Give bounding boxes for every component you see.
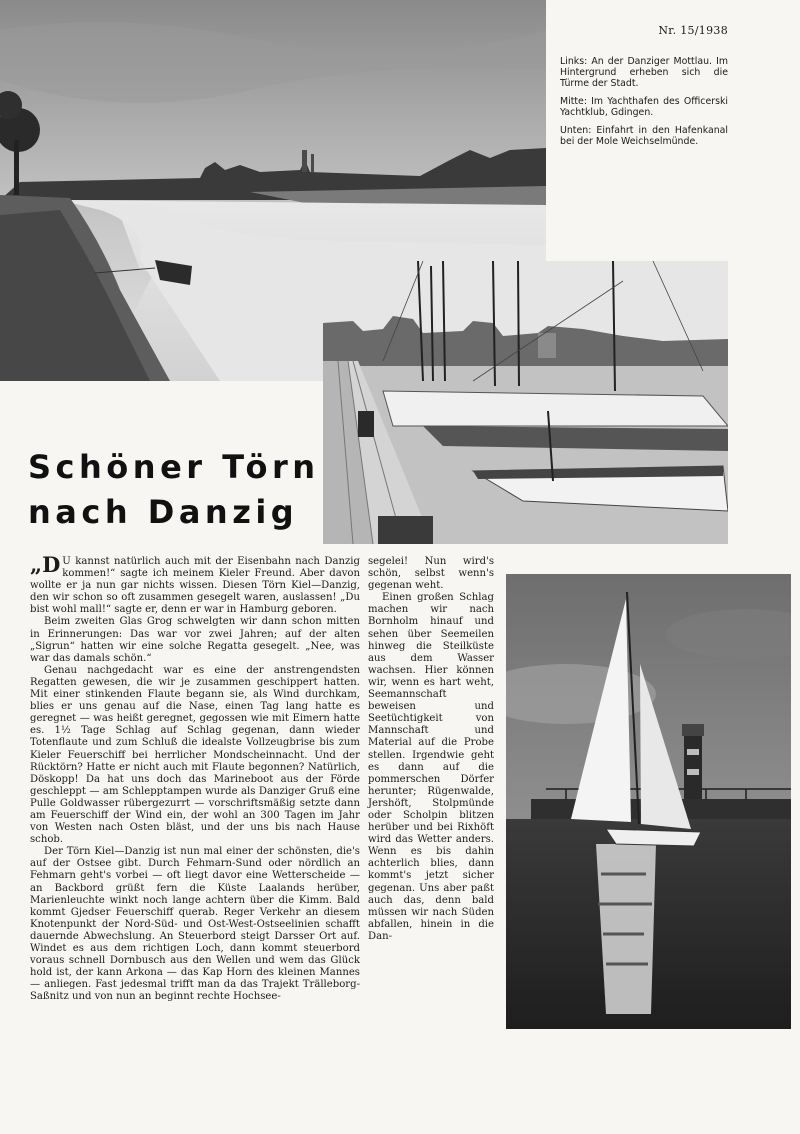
- drop-cap: „D: [30, 552, 61, 577]
- paragraph: Der Törn Kiel—Danzig ist nun mal einer der schönsten, die's auf der Ostsee gibt. Durch Fehmarn-Sund oder nördlich an Fehmarn geht's vorbei — oft liegt davor eine Wetterscheide — an Backbord grüßt fern die Küste Laalands herüber, Marienleuchte winkt noch lange achtern über die Kimm. Bald kommt Gjedser Feuerschiff querab. Reger Verkehr an diesem Knotenpunkt der Nord-Süd- und Ost-West-Ostseelinien schafft dauernde Abwechslung. An Steuerbord steigt Darsser Ort auf. Windet es aus dem richtigen Loch, dann kommt steuerbord voraus schnell Dornbusch aus den Wellen und wem das Glück hold ist, der kann Arkona — das Kap Horn des kleinen Mannes — anliegen. Fast jedesmal trifft man da das Trajekt Trälleborg-Saßnitz und von nun an beginnt rechte Hochsee-: [30, 846, 360, 1003]
- article-title: [28, 445, 318, 535]
- article-column-1: [30, 552, 360, 1003]
- photo-yacht-harbour-gdingen: [323, 261, 728, 544]
- title-line-2: nach Danzig: [28, 493, 299, 531]
- paragraph: Einen großen Schlag machen wir nach Bornholm hinauf und sehen über Seemeilen hinweg die Steilküste aus dem Wasser wachsen. Hier können wir, wenn es hart weht, Seemannschaft beweisen und Seetüchtigkeit von Mannschaft und Material auf die Probe stellen. Irgendwie geht es dann auf die pommerschen Dörfer herunter; Rügenwalde, Jershöft, Stolpmünde oder Scholpin blitzen herüber und bei Rixhöft wird das Wetter anders. Wenn es bis dahin achterlich blies, dann kommt's jetzt sicher gegenan. Uns aber paßt auch das, denn bald müssen wir nach Süden abfallen, hinein in die Dan-: [368, 592, 494, 942]
- paragraph: „D U kannst natürlich auch mit der Eisenbahn nach Danzig kommen!“ sagte ich meinem Kieler Freund. Aber davon wollte er ja nun gar nichts wissen. Diesen Törn Kiel—Danzig, den wir schon so oft zusammen gesegelt waren, auslassen! „Du bist wohl mall!“ sagte er, denn er war in Hamburg geboren.: [30, 552, 360, 616]
- caption-middle: Mitte: Im Yachthafen des Officerski Yachtklub, Gdingen.: [560, 96, 728, 118]
- article-column-2: [368, 556, 494, 943]
- caption-bottom: Unten: Einfahrt in den Hafenkanal bei der Mole Weichselmünde.: [560, 125, 728, 147]
- paragraph: Genau nachgedacht war es eine der anstrengendsten Regatten gewesen, die wir je zusammen geschippert hatten. Mit einer stinkenden Flaute begann sie, als Wind durchkam, blies er uns genau auf die Nase, einen Tag lang hatte es geregnet — was heißt geregnet, gegossen wie mit Eimern hatte es. 1½ Tage Schlag auf Schlag gegenan, dann wieder Totenflaute und zum Schluß die idealste Vollzeugbrise bis zum Kieler Feuerschiff bei herrlicher Mondscheinnacht. Und der Rücktörn? Hatte er nicht auch mit Flaute begonnen? Natürlich, Döskopp! Da hat uns doch das Marineboot aus der Förde geschleppt — am Schlepptampen wurde als Danziger Gruß eine Pulle Goldwasser rübergezurrt — vorschriftsmäßig setzte dann am Feuerschiff der Wind ein, der wohl an 300 Tagen im Jahr von Westen nach Osten bläst, und der uns bis nach Hause schob.: [30, 664, 360, 846]
- photo-captions: [560, 56, 728, 154]
- paragraph: Beim zweiten Glas Grog schwelgten wir dann schon mitten in Erinnerungen: Das war vor zwei Jahren; auf der alten „Sigrun“ hatten wir eine solche Regatta gesegelt. „Nee, was war das damals schön.“: [30, 616, 360, 664]
- issue-number: Nr. 15/1938: [658, 24, 728, 37]
- paragraph: segelei! Nun wird's schön, selbst wenn's gegenan weht.: [368, 556, 494, 592]
- photo-sailboat-weichselmuende: [506, 574, 791, 1029]
- title-line-1: Schöner Törn: [28, 448, 320, 486]
- caption-left: Links: An der Danziger Mottlau. Im Hintergrund erheben sich die Türme der Stadt.: [560, 56, 728, 89]
